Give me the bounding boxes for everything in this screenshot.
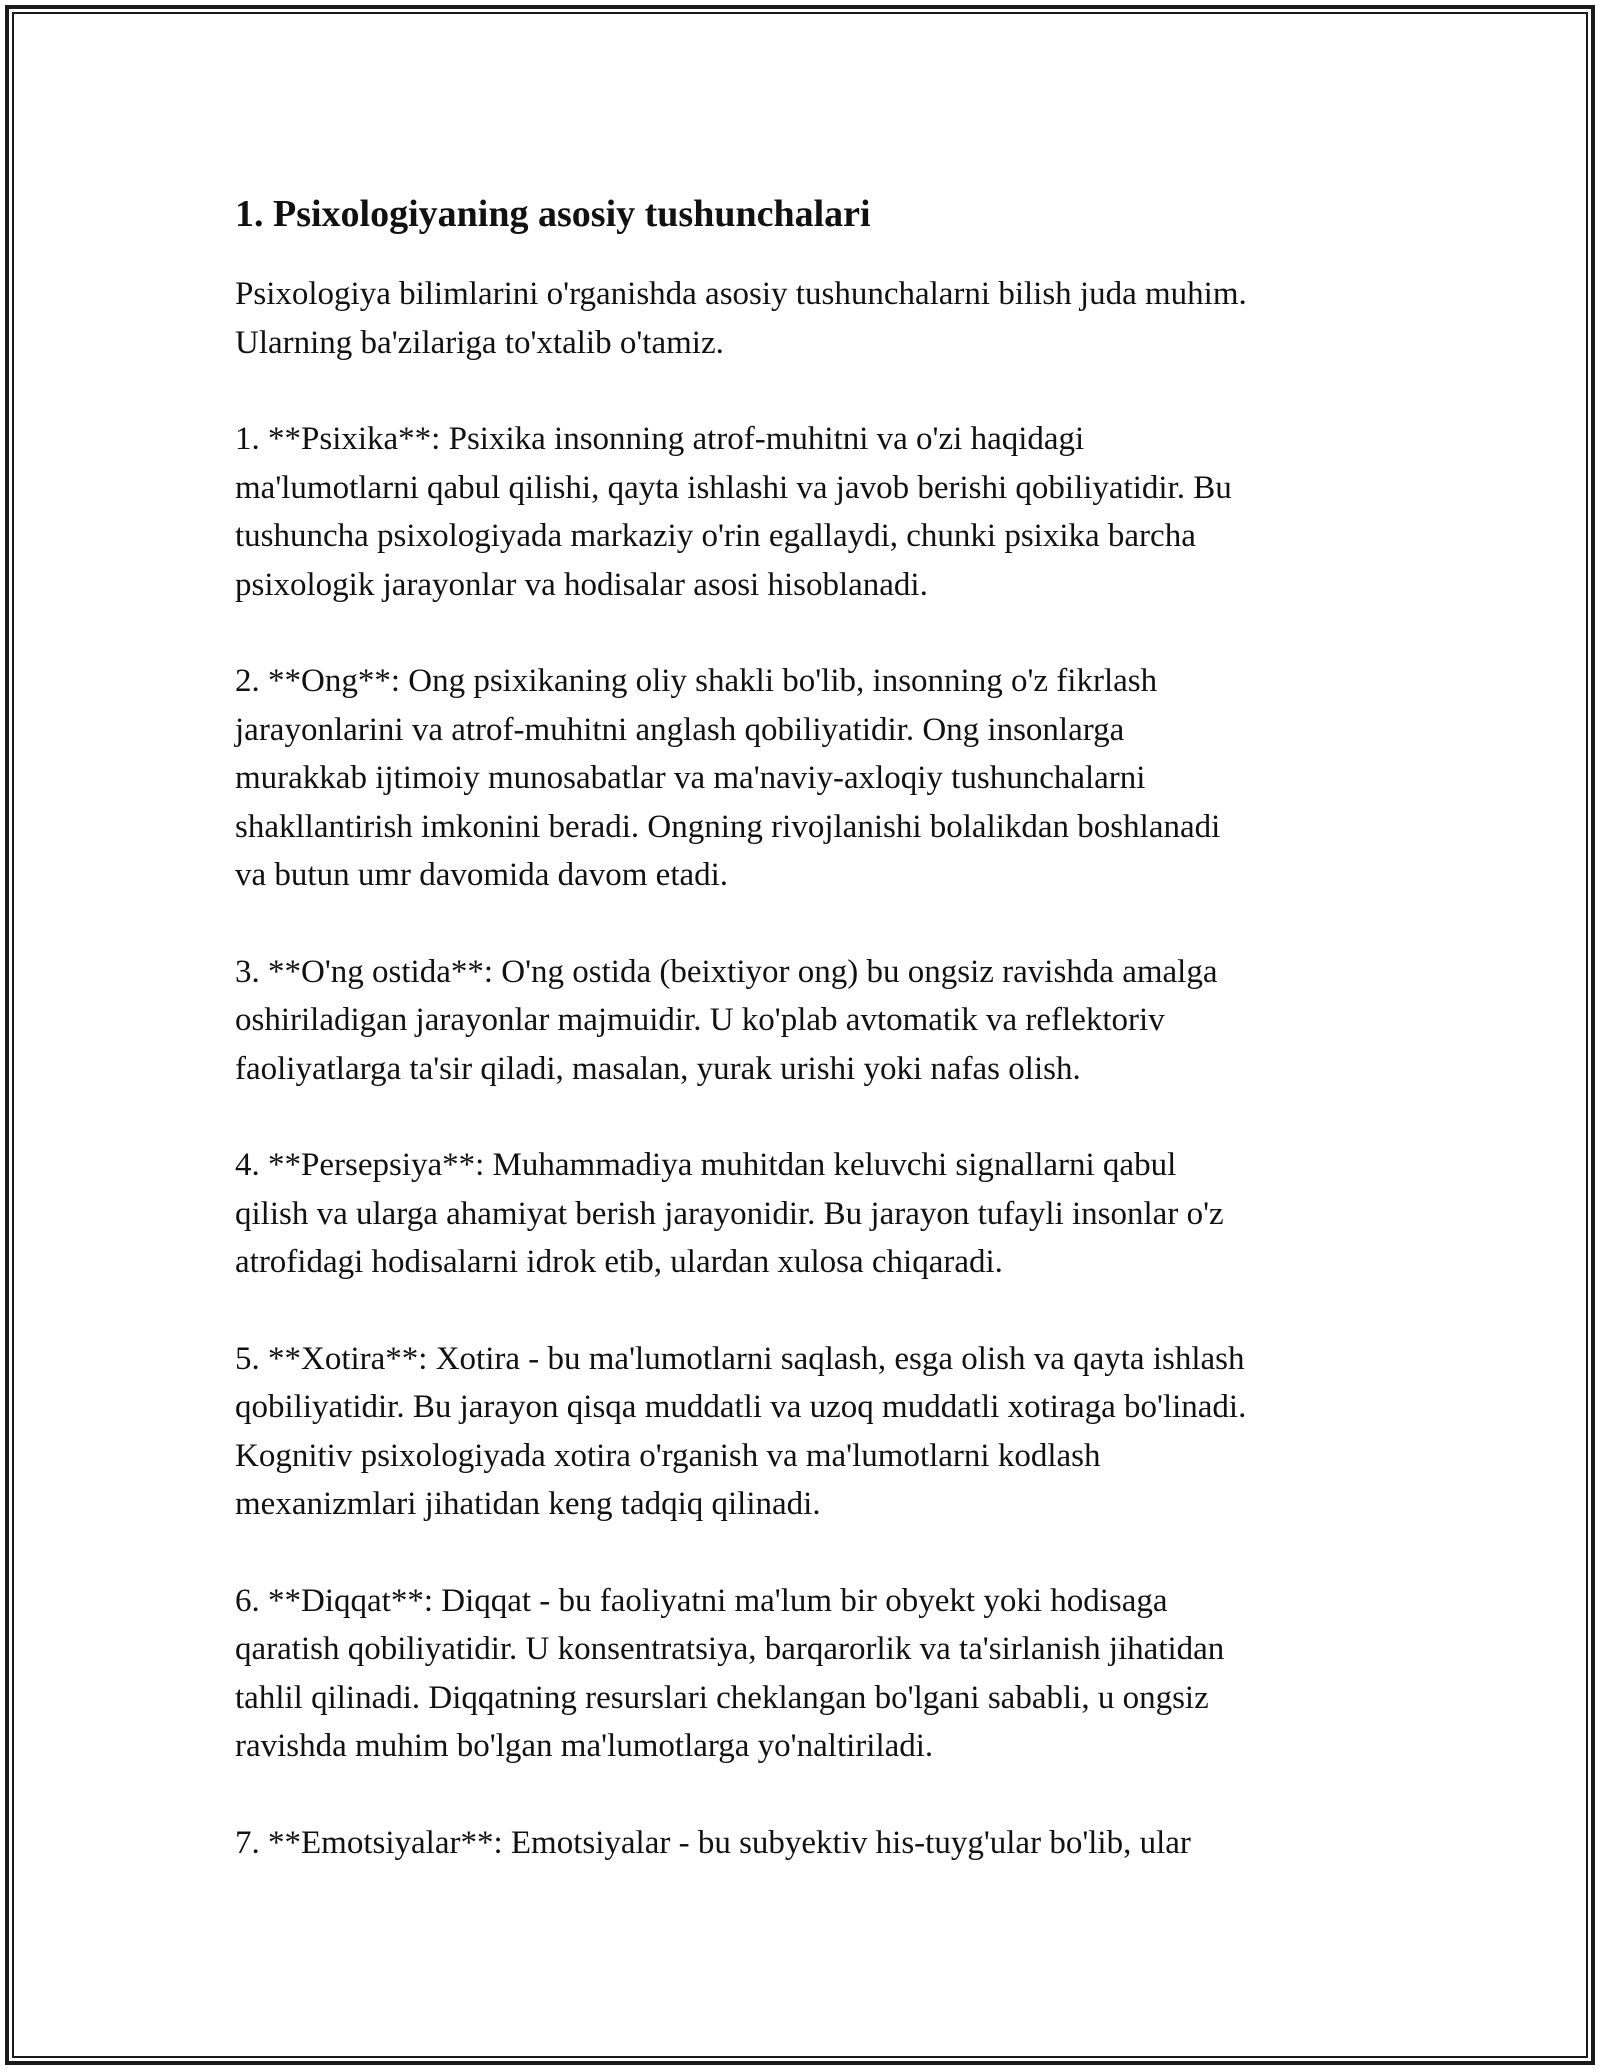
text-line: 7. **Emotsiyalar**: Emotsiyalar - bu subyektiv his-tuyg'ular bo'lib, ular [235,1824,1191,1861]
text-line: qaratish qobiliyatidir. U konsentratsiya, barqarorlik va ta'sirlanish jihatidan [235,1631,1225,1667]
text-line: psixologik jarayonlar va hodisalar asosi hisoblanadi. [235,566,928,603]
text-line: Ularning ba'zilariga to'xtalib o'tamiz. [235,324,724,361]
text-line: murakkab ijtimoiy munosabatlar va ma'naviy-axloqiy tushunchalarni [235,760,1146,796]
text-line: jarayonlarini va atrof-muhitni anglash qobiliyatidir. Ong insonlarga [235,711,1125,748]
paragraph [235,948,1385,1094]
text-line: 1. **Psixika**: Psixika insonning atrof-muhitni va o'zi haqidagi [235,421,1085,457]
text-line: va butun umr davomida davom etadi. [235,857,729,893]
text-line: mexanizmlari jihatidan keng tadqiq qilinadi. [235,1486,821,1522]
text-line: qilish va ularga ahamiyat berish jarayonidir. Bu jarayon tufayli insonlar o'z [235,1195,1224,1232]
text-line: ravishda muhim bo'lgan ma'lumotlarga yo'naltiriladi. [235,1728,934,1764]
text-line: 6. **Diqqat**: Diqqat - bu faoliyatni ma'lum bir obyekt yoki hodisaga [235,1582,1168,1619]
text-line: 4. **Persepsiya**: Muhammadiya muhitdan keluvchi signallarni qabul [235,1147,1177,1183]
text-line: oshiriladigan jarayonlar majmuidir. U ko'plab avtomatik va reflektoriv [235,1002,1165,1038]
document-body [235,188,1385,1915]
text-line: faoliyatlarga ta'sir qiladi, masalan, yurak urishi yoki nafas olish. [235,1050,1081,1087]
text-line: tushuncha psixologiyada markaziy o'rin egallaydi, chunki psixika barcha [235,518,1196,554]
paragraph [235,1141,1385,1287]
paragraph [235,1335,1385,1529]
text-line: tahlil qilinadi. Diqqatning resurslari cheklangan bo'lgani sababli, u ongsiz [235,1679,1209,1716]
paragraph [235,657,1385,900]
paragraph [235,1577,1385,1771]
paragraph [235,1819,1385,1868]
text-line: Kognitiv psixologiyada xotira o'rganish va ma'lumotlarni kodlash [235,1437,1101,1474]
text-line: ma'lumotlarni qabul qilishi, qayta ishlashi va javob berishi qobiliyatidir. Bu [235,469,1232,506]
text-line: Psixologiya bilimlarini o'rganishda asosiy tushunchalarni bilish juda muhim. [235,276,1247,312]
text-line: 2. **Ong**: Ong psixikaning oliy shakli bo'lib, insonning o'z fikrlash [235,663,1158,699]
text-line: 5. **Xotira**: Xotira - bu ma'lumotlarni saqlash, esga olish va qayta ishlash [235,1340,1245,1377]
text-line: 3. **O'ng ostida**: O'ng ostida (beixtiyor ong) bu ongsiz ravishda amalga [235,953,1218,990]
text-line: shakllantirish imkonini beradi. Ongning rivojlanishi bolalikdan boshlanadi [235,808,1221,845]
text-line: atrofidagi hodisalarni idrok etib, ulardan xulosa chiqaradi. [235,1244,1003,1280]
document-heading: 1. Psixologiyaning asosiy tushunchalari [235,193,871,235]
paragraph [235,415,1385,609]
paragraph [235,270,1385,367]
text-line: qobiliyatidir. Bu jarayon qisqa muddatli va uzoq muddatli xotiraga bo'linadi. [235,1389,1247,1425]
paragraph-list [235,270,1385,1867]
